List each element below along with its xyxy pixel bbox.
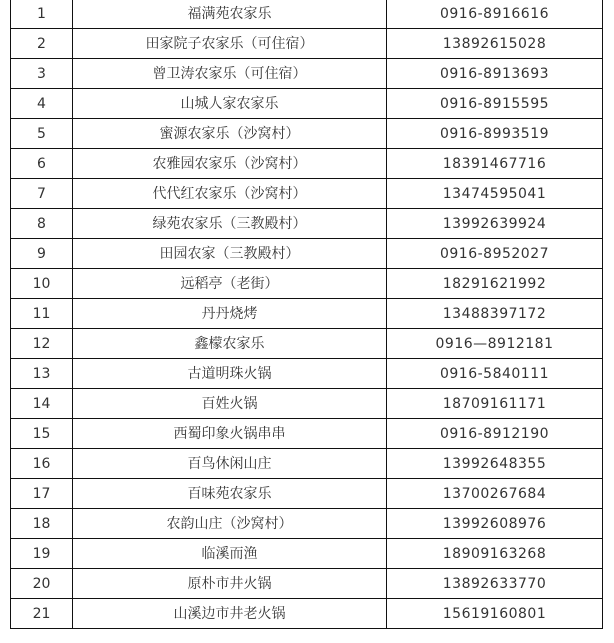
venue-name-cell: 农韵山庄（沙窝村） xyxy=(73,509,387,539)
table-row xyxy=(11,569,603,599)
table-row xyxy=(11,539,603,569)
phone-cell: 0916-8952027 xyxy=(387,239,603,269)
phone-cell: 13992648355 xyxy=(387,449,603,479)
row-number-cell: 10 xyxy=(11,269,73,299)
phone-cell: 0916-8912190 xyxy=(387,419,603,449)
row-number-cell: 16 xyxy=(11,449,73,479)
venue-name-cell: 山城人家农家乐 xyxy=(73,89,387,119)
phone-cell: 13892615028 xyxy=(387,29,603,59)
venue-name-cell: 福满苑农家乐 xyxy=(73,0,387,29)
venue-name-cell: 原朴市井火锅 xyxy=(73,569,387,599)
row-number-cell: 8 xyxy=(11,209,73,239)
venue-name-cell: 农雅园农家乐（沙窝村） xyxy=(73,149,387,179)
phone-cell: 13474595041 xyxy=(387,179,603,209)
phone-cell: 0916-8913693 xyxy=(387,59,603,89)
venue-name-cell: 田园农家（三教殿村） xyxy=(73,239,387,269)
row-number-cell: 7 xyxy=(11,179,73,209)
row-number-cell: 18 xyxy=(11,509,73,539)
venue-name-cell: 百姓火锅 xyxy=(73,389,387,419)
phone-cell: 13488397172 xyxy=(387,299,603,329)
row-number-cell: 20 xyxy=(11,569,73,599)
restaurant-table xyxy=(10,0,603,629)
venue-name-cell: 西蜀印象火锅串串 xyxy=(73,419,387,449)
venue-name-cell: 临溪而渔 xyxy=(73,539,387,569)
row-number-cell: 11 xyxy=(11,299,73,329)
table-row xyxy=(11,329,603,359)
row-number-cell: 6 xyxy=(11,149,73,179)
table-row xyxy=(11,269,603,299)
venue-name-cell: 百鸟休闲山庄 xyxy=(73,449,387,479)
venue-name-cell: 丹丹烧烤 xyxy=(73,299,387,329)
venue-name-cell: 百味苑农家乐 xyxy=(73,479,387,509)
row-number-cell: 17 xyxy=(11,479,73,509)
row-number-cell: 1 xyxy=(11,0,73,29)
venue-name-cell: 绿苑农家乐（三教殿村） xyxy=(73,209,387,239)
row-number-cell: 12 xyxy=(11,329,73,359)
row-number-cell: 21 xyxy=(11,599,73,629)
phone-cell: 15619160801 xyxy=(387,599,603,629)
phone-cell: 0916-8916616 xyxy=(387,0,603,29)
venue-name-cell: 古道明珠火锅 xyxy=(73,359,387,389)
table-row xyxy=(11,389,603,419)
venue-name-cell: 蜜源农家乐（沙窝村） xyxy=(73,119,387,149)
table-row xyxy=(11,479,603,509)
table-row xyxy=(11,599,603,629)
venue-name-cell: 山溪边市井老火锅 xyxy=(73,599,387,629)
table-row xyxy=(11,509,603,539)
table-row xyxy=(11,209,603,239)
phone-cell: 0916-8993519 xyxy=(387,119,603,149)
table-row xyxy=(11,239,603,269)
phone-cell: 18709161171 xyxy=(387,389,603,419)
phone-cell: 0916-5840111 xyxy=(387,359,603,389)
phone-cell: 0916-8915595 xyxy=(387,89,603,119)
table-row xyxy=(11,179,603,209)
row-number-cell: 4 xyxy=(11,89,73,119)
phone-cell: 0916—8912181 xyxy=(387,329,603,359)
table-row xyxy=(11,359,603,389)
phone-cell: 13992639924 xyxy=(387,209,603,239)
phone-cell: 18391467716 xyxy=(387,149,603,179)
row-number-cell: 13 xyxy=(11,359,73,389)
table-row xyxy=(11,59,603,89)
table-row xyxy=(11,299,603,329)
phone-cell: 13700267684 xyxy=(387,479,603,509)
phone-cell: 13992608976 xyxy=(387,509,603,539)
table-row xyxy=(11,0,603,29)
phone-cell: 18909163268 xyxy=(387,539,603,569)
phone-cell: 13892633770 xyxy=(387,569,603,599)
row-number-cell: 2 xyxy=(11,29,73,59)
table-row xyxy=(11,29,603,59)
venue-name-cell: 代代红农家乐（沙窝村） xyxy=(73,179,387,209)
venue-name-cell: 鑫檬农家乐 xyxy=(73,329,387,359)
row-number-cell: 9 xyxy=(11,239,73,269)
table-row xyxy=(11,149,603,179)
venue-name-cell: 田家院子农家乐（可住宿） xyxy=(73,29,387,59)
venue-name-cell: 远稻亭（老街） xyxy=(73,269,387,299)
restaurant-table-container xyxy=(10,0,603,629)
table-row xyxy=(11,449,603,479)
row-number-cell: 19 xyxy=(11,539,73,569)
row-number-cell: 14 xyxy=(11,389,73,419)
row-number-cell: 3 xyxy=(11,59,73,89)
venue-name-cell: 曾卫涛农家乐（可住宿） xyxy=(73,59,387,89)
phone-cell: 18291621992 xyxy=(387,269,603,299)
table-row xyxy=(11,419,603,449)
table-body xyxy=(11,0,603,629)
row-number-cell: 5 xyxy=(11,119,73,149)
table-row xyxy=(11,89,603,119)
table-row xyxy=(11,119,603,149)
row-number-cell: 15 xyxy=(11,419,73,449)
